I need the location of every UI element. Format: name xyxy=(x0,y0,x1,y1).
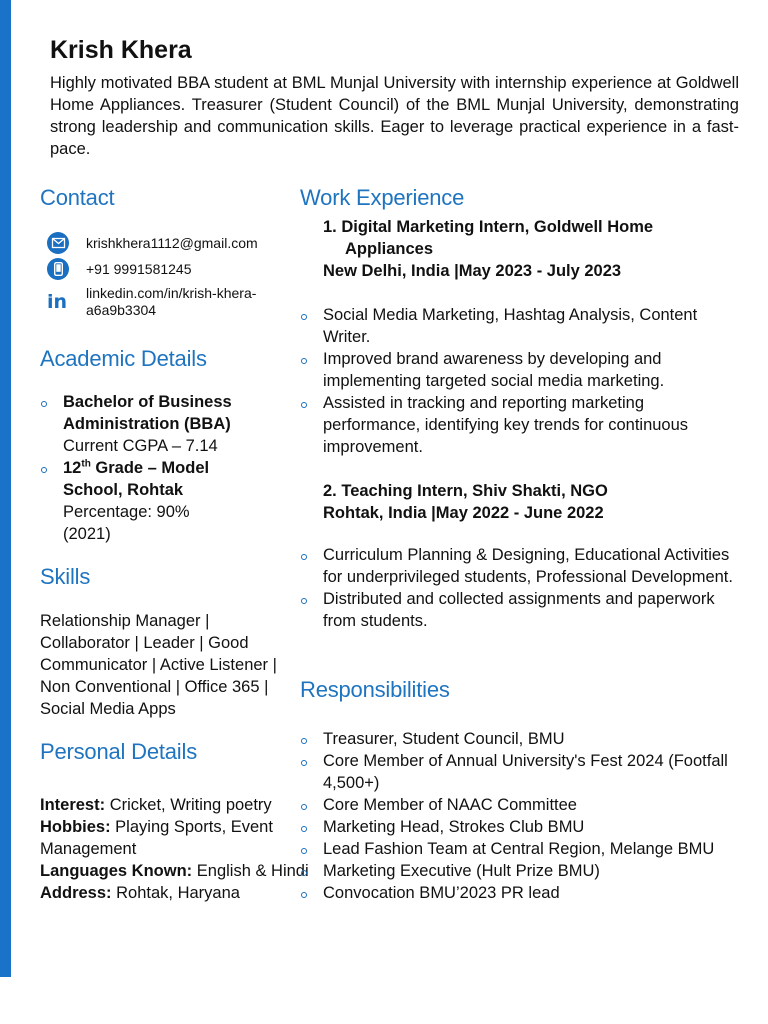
interest-row xyxy=(40,794,293,816)
job1-title-line-2: Appliances xyxy=(345,240,434,258)
phone-text: +91 9991581245 xyxy=(86,260,192,277)
passing-year: (2021) xyxy=(63,525,111,543)
list-item: Marketing Executive (Hult Prize BMU) xyxy=(300,860,745,882)
languages-label: Languages Known: xyxy=(40,862,193,880)
address-label: Address: xyxy=(40,884,112,902)
responsibilities-list xyxy=(300,728,745,904)
work-heading: Work Experience xyxy=(300,185,465,210)
job1-header xyxy=(323,216,653,282)
candidate-name: Krish Khera xyxy=(50,36,192,64)
job1-location-dates: New Delhi, India |May 2023 - July 2023 xyxy=(323,262,622,280)
grade-rest: Grade – Model xyxy=(90,459,210,477)
school-name: School, Rohtak xyxy=(63,481,184,499)
personal-heading: Personal Details xyxy=(40,739,197,764)
linkedin-line-2: a6a9b3304 xyxy=(86,302,157,318)
cgpa: Current CGPA – 7.14 xyxy=(63,437,218,455)
hobbies-value: Playing Sports, Event Management xyxy=(40,818,273,858)
linkedin-icon: in xyxy=(47,291,68,313)
skills-text: Relationship Manager | Collaborator | Leader | Good Communicator | Active Listener | Non Conventional | Office 365 | Social Media Apps xyxy=(40,612,277,718)
email-text: krishkhera1112@gmail.com xyxy=(86,234,258,251)
grade-number: 12 xyxy=(63,459,82,477)
contact-linkedin[interactable] xyxy=(47,285,256,319)
list-item: Core Member of NAAC Committee xyxy=(300,794,745,816)
hobbies-label: Hobbies: xyxy=(40,818,111,836)
skills-heading: Skills xyxy=(40,564,91,589)
percentage: Percentage: 90% xyxy=(63,503,190,521)
list-item: Curriculum Planning & Designing, Educational Activities for underprivileged students, Professional Development. xyxy=(300,544,745,588)
job2-location-dates: Rohtak, India |May 2022 - June 2022 xyxy=(323,504,604,522)
job2-title: 2. Teaching Intern, Shiv Shakti, NGO xyxy=(323,482,608,500)
list-item: Distributed and collected assignments and paperwork from students. xyxy=(300,588,745,632)
job2-bullets xyxy=(300,544,745,632)
responsibilities-heading: Responsibilities xyxy=(300,677,450,702)
address-row xyxy=(40,882,293,904)
job1-bullets xyxy=(300,304,745,458)
address-value: Rohtak, Haryana xyxy=(111,884,240,902)
interest-label: Interest: xyxy=(40,796,106,814)
job1-title-line-1: 1. Digital Marketing Intern, Goldwell Home xyxy=(323,218,654,236)
contact-email[interactable] xyxy=(47,232,258,254)
grade-suffix: th xyxy=(81,458,91,470)
languages-row xyxy=(40,860,309,882)
profile-summary: Highly motivated BBA student at BML Munjal University with internship experience at Goldwell Home Appliances. Treasurer (Student Council) of the BML Munjal University, demonstrating strong leadership and communication skills. Eager to leverage practical experience in a fast-pace. xyxy=(50,74,739,158)
academic-item-bba xyxy=(40,391,292,457)
list-item: Social Media Marketing, Hashtag Analysis, Content Writer. xyxy=(300,304,745,348)
linkedin-line-1: linkedin.com/in/krish-khera- xyxy=(86,285,257,301)
accent-bar xyxy=(0,0,11,977)
list-item: Convocation BMU’2023 PR lead xyxy=(300,882,745,904)
contact-heading: Contact xyxy=(40,185,115,210)
degree-line-1: Bachelor of Business xyxy=(63,393,232,411)
list-item: Treasurer, Student Council, BMU xyxy=(300,728,745,750)
languages-value: English & Hindi xyxy=(192,862,309,880)
interest-value: Cricket, Writing poetry xyxy=(105,796,272,814)
list-item: Assisted in tracking and reporting marketing performance, identifying key trends for continuous improvement. xyxy=(300,392,745,458)
list-item: Lead Fashion Team at Central Region, Melange BMU xyxy=(300,838,745,860)
list-item: Core Member of Annual University's Fest 2024 (Footfall 4,500+) xyxy=(300,750,745,794)
academic-details xyxy=(40,391,292,545)
job2-header xyxy=(323,480,608,524)
list-item: Improved brand awareness by developing and implementing targeted social media marketing. xyxy=(300,348,745,392)
phone-icon xyxy=(47,258,69,280)
list-item: Marketing Head, Strokes Club BMU xyxy=(300,816,745,838)
contact-phone[interactable] xyxy=(47,258,192,280)
mail-icon xyxy=(47,232,69,254)
hobbies-row xyxy=(40,816,293,860)
academic-heading: Academic Details xyxy=(40,346,207,371)
personal-details xyxy=(40,794,309,904)
linkedin-text xyxy=(86,285,256,319)
degree-line-2: Administration (BBA) xyxy=(63,415,231,433)
academic-item-12th xyxy=(40,457,292,545)
